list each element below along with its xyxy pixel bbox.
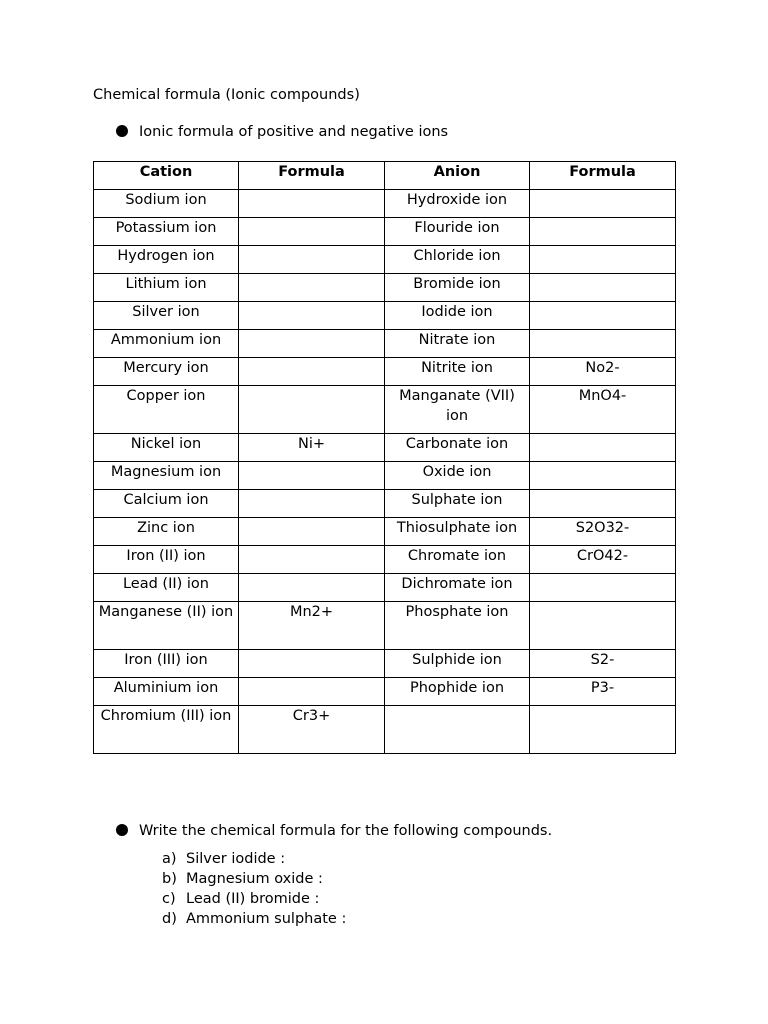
table-row <box>94 678 676 706</box>
anion-cell: Phophide ion <box>385 678 530 706</box>
table-row <box>94 574 676 602</box>
anion-cell: Oxide ion <box>385 462 530 490</box>
cation-formula-cell[interactable] <box>239 678 385 706</box>
question-text: Lead (II) bromide : <box>186 891 320 907</box>
anion-cell: Carbonate ion <box>385 434 530 462</box>
cation-formula-cell[interactable] <box>239 358 385 386</box>
anion-formula-cell[interactable] <box>530 302 676 330</box>
anion-cell <box>385 706 530 754</box>
anion-formula-cell[interactable] <box>530 246 676 274</box>
anion-cell: Nitrite ion <box>385 358 530 386</box>
anion-cell: Dichromate ion <box>385 574 530 602</box>
anion-cell: Phosphate ion <box>385 602 530 650</box>
anion-formula-cell[interactable] <box>530 574 676 602</box>
cation-formula-cell[interactable]: Cr3+ <box>239 706 385 754</box>
cation-formula-cell[interactable] <box>239 302 385 330</box>
cation-cell: Iron (II) ion <box>94 546 239 574</box>
cation-cell: Lithium ion <box>94 274 239 302</box>
cation-cell: Mercury ion <box>94 358 239 386</box>
anion-cell: Chloride ion <box>385 246 530 274</box>
anion-cell: Flouride ion <box>385 218 530 246</box>
header-cation-formula: Formula <box>239 162 385 190</box>
cation-cell: Copper ion <box>94 386 239 434</box>
anion-formula-cell[interactable]: CrO42- <box>530 546 676 574</box>
question-letter: c) <box>162 891 176 907</box>
anion-formula-cell[interactable] <box>530 330 676 358</box>
list-item <box>162 849 346 869</box>
anion-formula-cell[interactable] <box>530 706 676 754</box>
question-text: Ammonium sulphate : <box>186 911 347 927</box>
cation-formula-cell[interactable] <box>239 518 385 546</box>
table-row <box>94 190 676 218</box>
anion-cell: Hydroxide ion <box>385 190 530 218</box>
cation-formula-cell[interactable] <box>239 574 385 602</box>
anion-formula-cell[interactable] <box>530 462 676 490</box>
cation-cell: Silver ion <box>94 302 239 330</box>
list-item <box>162 889 346 909</box>
anion-formula-cell[interactable]: S2O32- <box>530 518 676 546</box>
anion-cell: Manganate (VII) ion <box>385 386 530 434</box>
bullet-ionic-formula <box>116 124 448 140</box>
table-row <box>94 246 676 274</box>
anion-formula-cell[interactable] <box>530 434 676 462</box>
anion-formula-cell[interactable] <box>530 218 676 246</box>
anion-formula-cell[interactable] <box>530 274 676 302</box>
cation-formula-cell[interactable] <box>239 190 385 218</box>
cation-cell: Iron (III) ion <box>94 650 239 678</box>
cation-cell: Sodium ion <box>94 190 239 218</box>
question-letter: a) <box>162 851 177 867</box>
cation-formula-cell[interactable] <box>239 330 385 358</box>
anion-cell: Sulphate ion <box>385 490 530 518</box>
cation-formula-cell[interactable] <box>239 490 385 518</box>
cation-formula-cell[interactable] <box>239 386 385 434</box>
table-row <box>94 706 676 754</box>
cation-cell: Aluminium ion <box>94 678 239 706</box>
cation-formula-cell[interactable] <box>239 274 385 302</box>
header-anion: Anion <box>385 162 530 190</box>
cation-cell: Calcium ion <box>94 490 239 518</box>
table-row <box>94 518 676 546</box>
table-row <box>94 358 676 386</box>
table-row <box>94 650 676 678</box>
cation-cell: Chromium (III) ion <box>94 706 239 754</box>
cation-formula-cell[interactable]: Mn2+ <box>239 602 385 650</box>
cation-cell: Nickel ion <box>94 434 239 462</box>
table-row <box>94 462 676 490</box>
bullet-icon <box>116 125 128 137</box>
table-header-row <box>94 162 676 190</box>
anion-cell: Thiosulphate ion <box>385 518 530 546</box>
bullet-text: Ionic formula of positive and negative ions <box>139 124 449 140</box>
cation-cell: Hydrogen ion <box>94 246 239 274</box>
cation-formula-cell[interactable] <box>239 246 385 274</box>
cation-cell: Lead (II) ion <box>94 574 239 602</box>
anion-cell: Iodide ion <box>385 302 530 330</box>
ion-formula-table <box>93 161 676 754</box>
anion-formula-cell[interactable]: S2- <box>530 650 676 678</box>
anion-cell: Chromate ion <box>385 546 530 574</box>
cation-cell: Manganese (II) ion <box>94 602 239 650</box>
list-item <box>162 869 346 889</box>
header-cation: Cation <box>94 162 239 190</box>
table-row <box>94 602 676 650</box>
anion-cell: Sulphide ion <box>385 650 530 678</box>
cation-cell: Ammonium ion <box>94 330 239 358</box>
question-letter: b) <box>162 871 177 887</box>
anion-formula-cell[interactable] <box>530 190 676 218</box>
question-text: Magnesium oxide : <box>186 871 323 887</box>
anion-cell: Nitrate ion <box>385 330 530 358</box>
cation-cell: Zinc ion <box>94 518 239 546</box>
list-item <box>162 909 346 929</box>
table-row <box>94 330 676 358</box>
question-list <box>162 849 346 929</box>
page-title: Chemical formula (Ionic compounds) <box>93 87 360 103</box>
cation-formula-cell[interactable] <box>239 546 385 574</box>
table-row <box>94 490 676 518</box>
bullet-text: Write the chemical formula for the following compounds. <box>139 823 553 839</box>
bullet-icon <box>116 824 128 836</box>
cation-cell: Potassium ion <box>94 218 239 246</box>
table-row <box>94 302 676 330</box>
anion-cell: Bromide ion <box>385 274 530 302</box>
anion-formula-cell[interactable] <box>530 490 676 518</box>
bullet-write-formula <box>116 823 552 839</box>
cation-formula-cell[interactable] <box>239 462 385 490</box>
cation-formula-cell[interactable] <box>239 218 385 246</box>
cation-formula-cell[interactable] <box>239 650 385 678</box>
table-row <box>94 546 676 574</box>
table-row <box>94 434 676 462</box>
header-anion-formula: Formula <box>530 162 676 190</box>
anion-formula-cell[interactable] <box>530 602 676 650</box>
cation-formula-cell[interactable]: Ni+ <box>239 434 385 462</box>
anion-formula-cell[interactable]: P3- <box>530 678 676 706</box>
cation-cell: Magnesium ion <box>94 462 239 490</box>
question-text: Silver iodide : <box>186 851 286 867</box>
question-letter: d) <box>162 911 177 927</box>
table-row <box>94 386 676 434</box>
table-row <box>94 274 676 302</box>
anion-formula-cell[interactable]: No2- <box>530 358 676 386</box>
anion-formula-cell[interactable]: MnO4- <box>530 386 676 434</box>
table-row <box>94 218 676 246</box>
